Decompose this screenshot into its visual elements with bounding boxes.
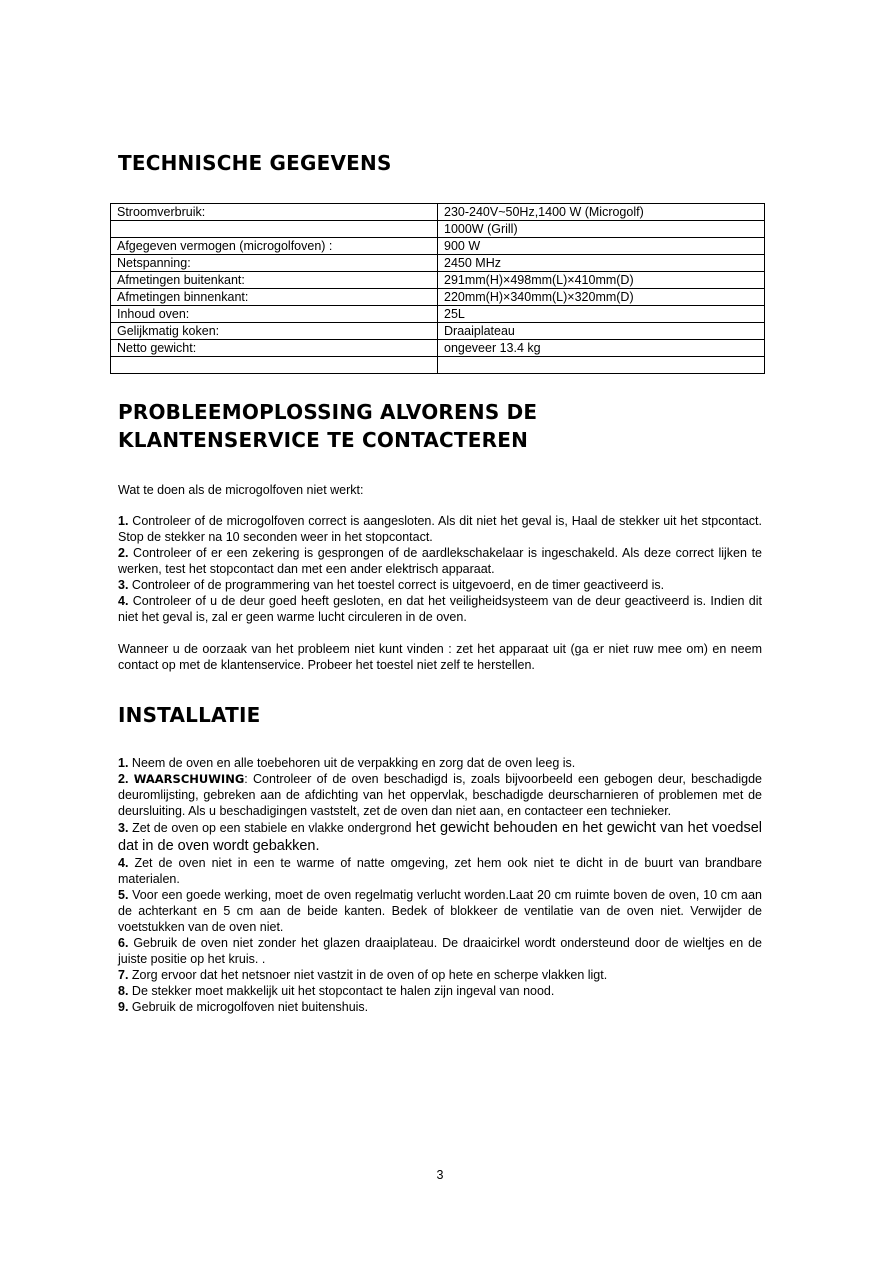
technical-title: TECHNISCHE GEGEVENS <box>118 151 392 175</box>
list-item <box>118 819 762 855</box>
spec-label <box>111 221 438 238</box>
spec-value: 230-240V~50Hz,1400 W (Microgolf) <box>438 204 765 221</box>
list-item <box>118 967 762 983</box>
item-number: 4. <box>118 594 129 608</box>
spec-table <box>110 203 765 374</box>
spec-label: Afgegeven vermogen (microgolfoven) : <box>111 238 438 255</box>
item-number: 7. <box>118 968 129 982</box>
spec-value: 2450 MHz <box>438 255 765 272</box>
list-item <box>118 593 762 625</box>
item-number: 8. <box>118 984 129 998</box>
table-row <box>111 272 765 289</box>
spec-label: Netto gewicht: <box>111 340 438 357</box>
spec-label: Netspanning: <box>111 255 438 272</box>
item-number: 1. <box>118 514 129 528</box>
list-item <box>118 577 762 593</box>
table-row <box>111 323 765 340</box>
item-text-large: het gewicht behouden en het gewicht van het voedsel dat in de oven wordt gebakken. <box>118 820 762 854</box>
list-item <box>118 935 762 967</box>
table-row <box>111 357 765 374</box>
troubleshoot-intro: Wat te doen als de microgolfoven niet werkt: <box>118 483 364 497</box>
installatie-list <box>118 755 762 1015</box>
item-text: Zorg ervoor dat het netsnoer niet vastzit in de oven of op hete en scherpe vlakken ligt. <box>128 968 608 982</box>
item-text: Controleer of u de deur goed heeft gesloten, en dat het veiligheidsysteem van de deur geactiveerd is. Indien dit niet het geval is, zal er geen warme lucht circuleren in de oven. <box>118 594 762 624</box>
item-text: Voor een goede werking, moet de oven regelmatig verlucht worden.Laat 20 cm ruimte boven de oven, 10 cm aan de achterkant en 5 cm aan de beide kanten. Bedek of blokkeer de ventilatie van de oven niet. Verwijder de voetstukken van de oven niet. <box>118 888 762 934</box>
item-number: 5. <box>118 888 129 902</box>
spec-value: ongeveer 13.4 kg <box>438 340 765 357</box>
item-text: : Controleer of de oven beschadigd is, zoals bijvoorbeeld een gebogen deur, beschadigde deuromlijsting, gebreken aan de afdichting van het oppervlak, beschadigde deurscharnieren of problemen met de deursluiting. Als u beschadigingen vaststelt, zet de oven dan niet aan, en contacteer een technieker. <box>118 772 762 818</box>
page-number: 3 <box>436 1168 444 1182</box>
spec-label: Inhoud oven: <box>111 306 438 323</box>
item-number: 2. <box>118 546 129 560</box>
table-row <box>111 221 765 238</box>
spec-label: Stroomverbruik: <box>111 204 438 221</box>
item-text: Zet de oven niet in een te warme of natte omgeving, zet hem ook niet te dicht in de buurt van brandbare materialen. <box>118 856 762 886</box>
list-item <box>118 755 762 771</box>
list-item <box>118 983 762 999</box>
spec-value: 900 W <box>438 238 765 255</box>
item-text: Neem de oven en alle toebehoren uit de verpakking en zorg dat de oven leeg is. <box>128 756 576 770</box>
item-number: 3. <box>118 821 129 835</box>
list-item <box>118 513 762 545</box>
spec-label <box>111 357 438 374</box>
item-text: Zet de oven op een stabiele en vlakke ondergrond <box>128 821 412 835</box>
item-number: 2. <box>118 772 129 786</box>
item-number: 9. <box>118 1000 129 1014</box>
item-text: Controleer of de microgolfoven correct is aangesloten. Als dit niet het geval is, Haal de stekker uit het stpcontact. Stop de stekker na 10 seconden weer in het stopcontact. <box>118 514 762 544</box>
troubleshoot-list <box>118 513 762 625</box>
table-row <box>111 255 765 272</box>
list-item <box>118 999 762 1015</box>
table-row <box>111 238 765 255</box>
item-text: Gebruik de microgolfoven niet buitenshuis. <box>128 1000 369 1014</box>
list-item <box>118 855 762 887</box>
troubleshoot-title-line2: KLANTENSERVICE TE CONTACTEREN <box>118 428 529 452</box>
installatie-title: INSTALLATIE <box>118 703 261 727</box>
item-text: Controleer of de programmering van het toestel correct is uitgevoerd, en de timer geactiveerd is. <box>128 578 665 592</box>
warning-label: WAARSCHUWING <box>133 772 245 786</box>
troubleshoot-title-line1: PROBLEEMOPLOSSING ALVORENS DE <box>118 400 538 424</box>
table-row <box>111 204 765 221</box>
spec-label: Afmetingen binnenkant: <box>111 289 438 306</box>
item-text: Controleer of er een zekering is gesprongen of de aardlekschakelaar is ingeschakeld. Als deze correct lijken te werken, test het stopcontact dan met een ander elektrisch apparaat. <box>118 546 762 576</box>
item-number: 1. <box>118 756 129 770</box>
troubleshoot-outro: Wanneer u de oorzaak van het probleem niet kunt vinden : zet het apparaat uit (ga er niet ruw mee om) en neem contact op met de klantenservice. Probeer het toestel niet zelf te herstellen. <box>118 642 762 672</box>
item-text: De stekker moet makkelijk uit het stopcontact te halen zijn ingeval van nood. <box>128 984 555 998</box>
item-number: 4. <box>118 856 129 870</box>
table-row <box>111 306 765 323</box>
spec-value: Draaiplateau <box>438 323 765 340</box>
spec-value: 1000W (Grill) <box>438 221 765 238</box>
item-number: 3. <box>118 578 129 592</box>
spec-value: 220mm(H)×340mm(L)×320mm(D) <box>438 289 765 306</box>
spec-label: Gelijkmatig koken: <box>111 323 438 340</box>
table-row <box>111 289 765 306</box>
list-item <box>118 771 762 819</box>
spec-value: 25L <box>438 306 765 323</box>
item-number: 6. <box>118 936 129 950</box>
table-row <box>111 340 765 357</box>
item-text: Gebruik de oven niet zonder het glazen draaiplateau. De draaicirkel wordt ondersteund door de wieltjes en de juiste positie op het kruis. . <box>118 936 762 966</box>
spec-label: Afmetingen buitenkant: <box>111 272 438 289</box>
list-item <box>118 545 762 577</box>
troubleshoot-title <box>118 398 537 454</box>
spec-value <box>438 357 765 374</box>
list-item <box>118 887 762 935</box>
spec-value: 291mm(H)×498mm(L)×410mm(D) <box>438 272 765 289</box>
